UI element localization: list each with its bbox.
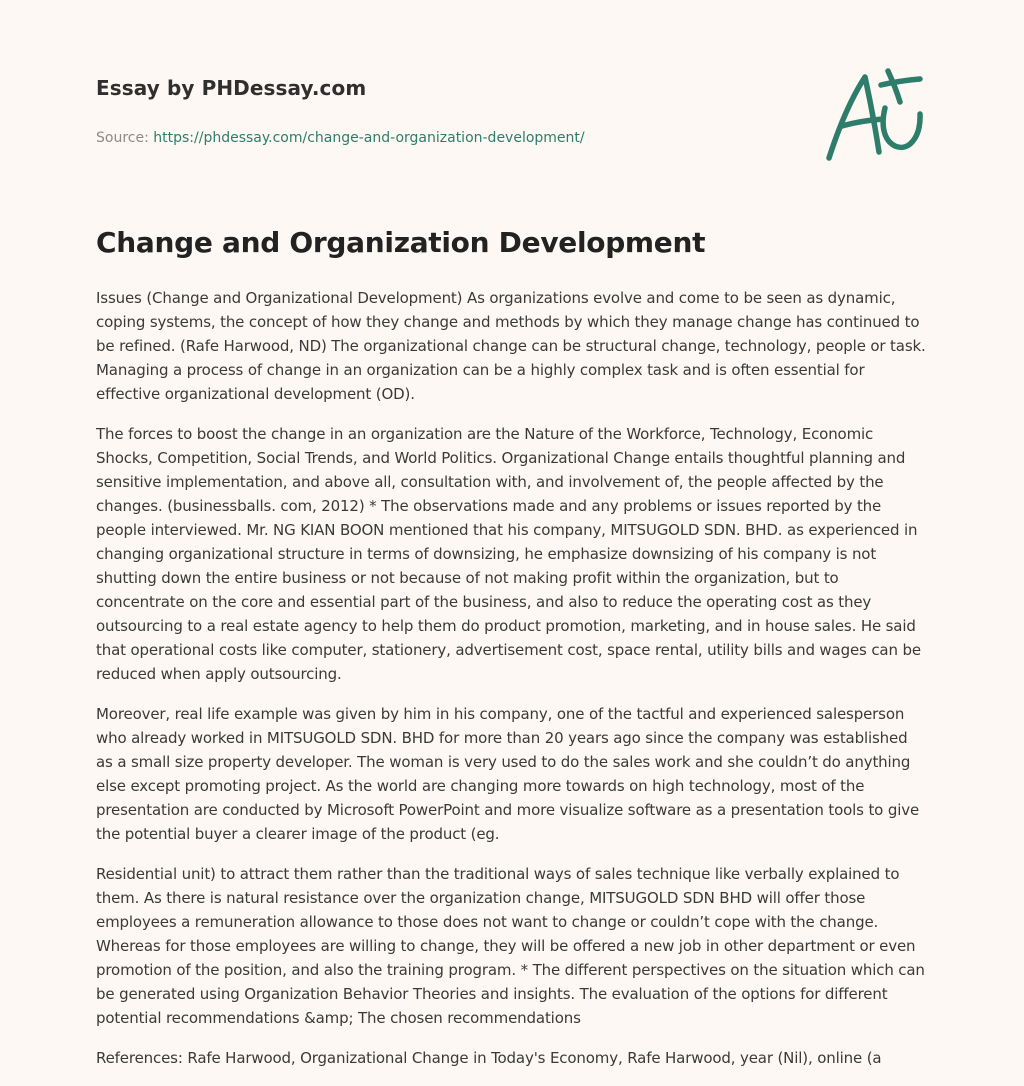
- essay-paragraph: The forces to boost the change in an organization are the Nature of the Workforce, Technology, Economic Shocks, Competition, Social Trends, and World Politics. Organizational Change entails thoughtful planning and sensitive implementation, and above all, consultation with, and involvement of, the people affected by the changes. (businessballs. com, 2012) * The observations made and any problems or issues reported by the people interviewed. Mr. NG KIAN BOON mentioned that his company, MITSUGOLD SDN. BHD. as experienced in changing organizational structure in terms of downsizing, he emphasize downsizing of his company is not shutting down the entire business or not because of not making profit within the organization, but to concentrate on the core and essential part of the business, and also to reduce the operating cost as they outsourcing to a real estate agency to help them do product promotion, marketing, and in house sales. He said that operational costs like computer, stationery, advertisement cost, space rental, utility bills and wages can be reduced when apply outsourcing.: [96, 425, 921, 683]
- source-label: Source:: [96, 130, 154, 146]
- essay-body: [96, 286, 928, 1086]
- brand-title: Essay by PHDessay.com: [96, 76, 367, 100]
- essay-paragraph: Issues (Change and Organizational Development) As organizations evolve and come to be seen as dynamic, coping systems, the concept of how they change and methods by which they manage change has continued to be refined. (Rafe Harwood, ND) The organizational change can be structural change, technology, people or task. Managing a process of change in an organization can be a highly complex task and is often essential for effective organizational development (OD).: [96, 289, 926, 403]
- references-paragraph: References: Rafe Harwood, Organizational Change in Today's Economy, Rafe Harwood, year (Nil), online (a: [96, 1049, 882, 1067]
- essay-paragraph: Moreover, real life example was given by him in his company, one of the tactful and experienced salesperson who already worked in MITSUGOLD SDN. BHD for more than 20 years ago since the company was established as a small size property developer. The woman is very used to do the sales work and she couldn’t do anything else except promoting project. As the world are changing more towards on high technology, most of the presentation are conducted by Microsoft PowerPoint and more visualize software as a presentation tools to give the potential buyer a clearer image of the product (eg.: [96, 705, 920, 843]
- source-line: [96, 130, 796, 146]
- essay-paragraph: Residential unit) to attract them rather than the traditional ways of sales technique like verbally explained to them. As there is natural resistance over the organization change, MITSUGOLD SDN BHD will offer those employees a remuneration allowance to those does not want to change or couldn’t cope with the change. Whereas for those employees are willing to change, they will be offered a new job in other department or even promotion of the position, and also the training program. * The different perspectives on the situation which can be generated using Organization Behavior Theories and insights. The evaluation of the options for different potential recommendations &amp; The chosen recommendations: [96, 865, 925, 1027]
- a-plus-logo-icon: [820, 64, 930, 166]
- source-link[interactable]: https://phdessay.com/change-and-organization-development/: [153, 130, 585, 146]
- essay-header: [96, 76, 796, 146]
- essay-title: Change and Organization Development: [96, 226, 706, 259]
